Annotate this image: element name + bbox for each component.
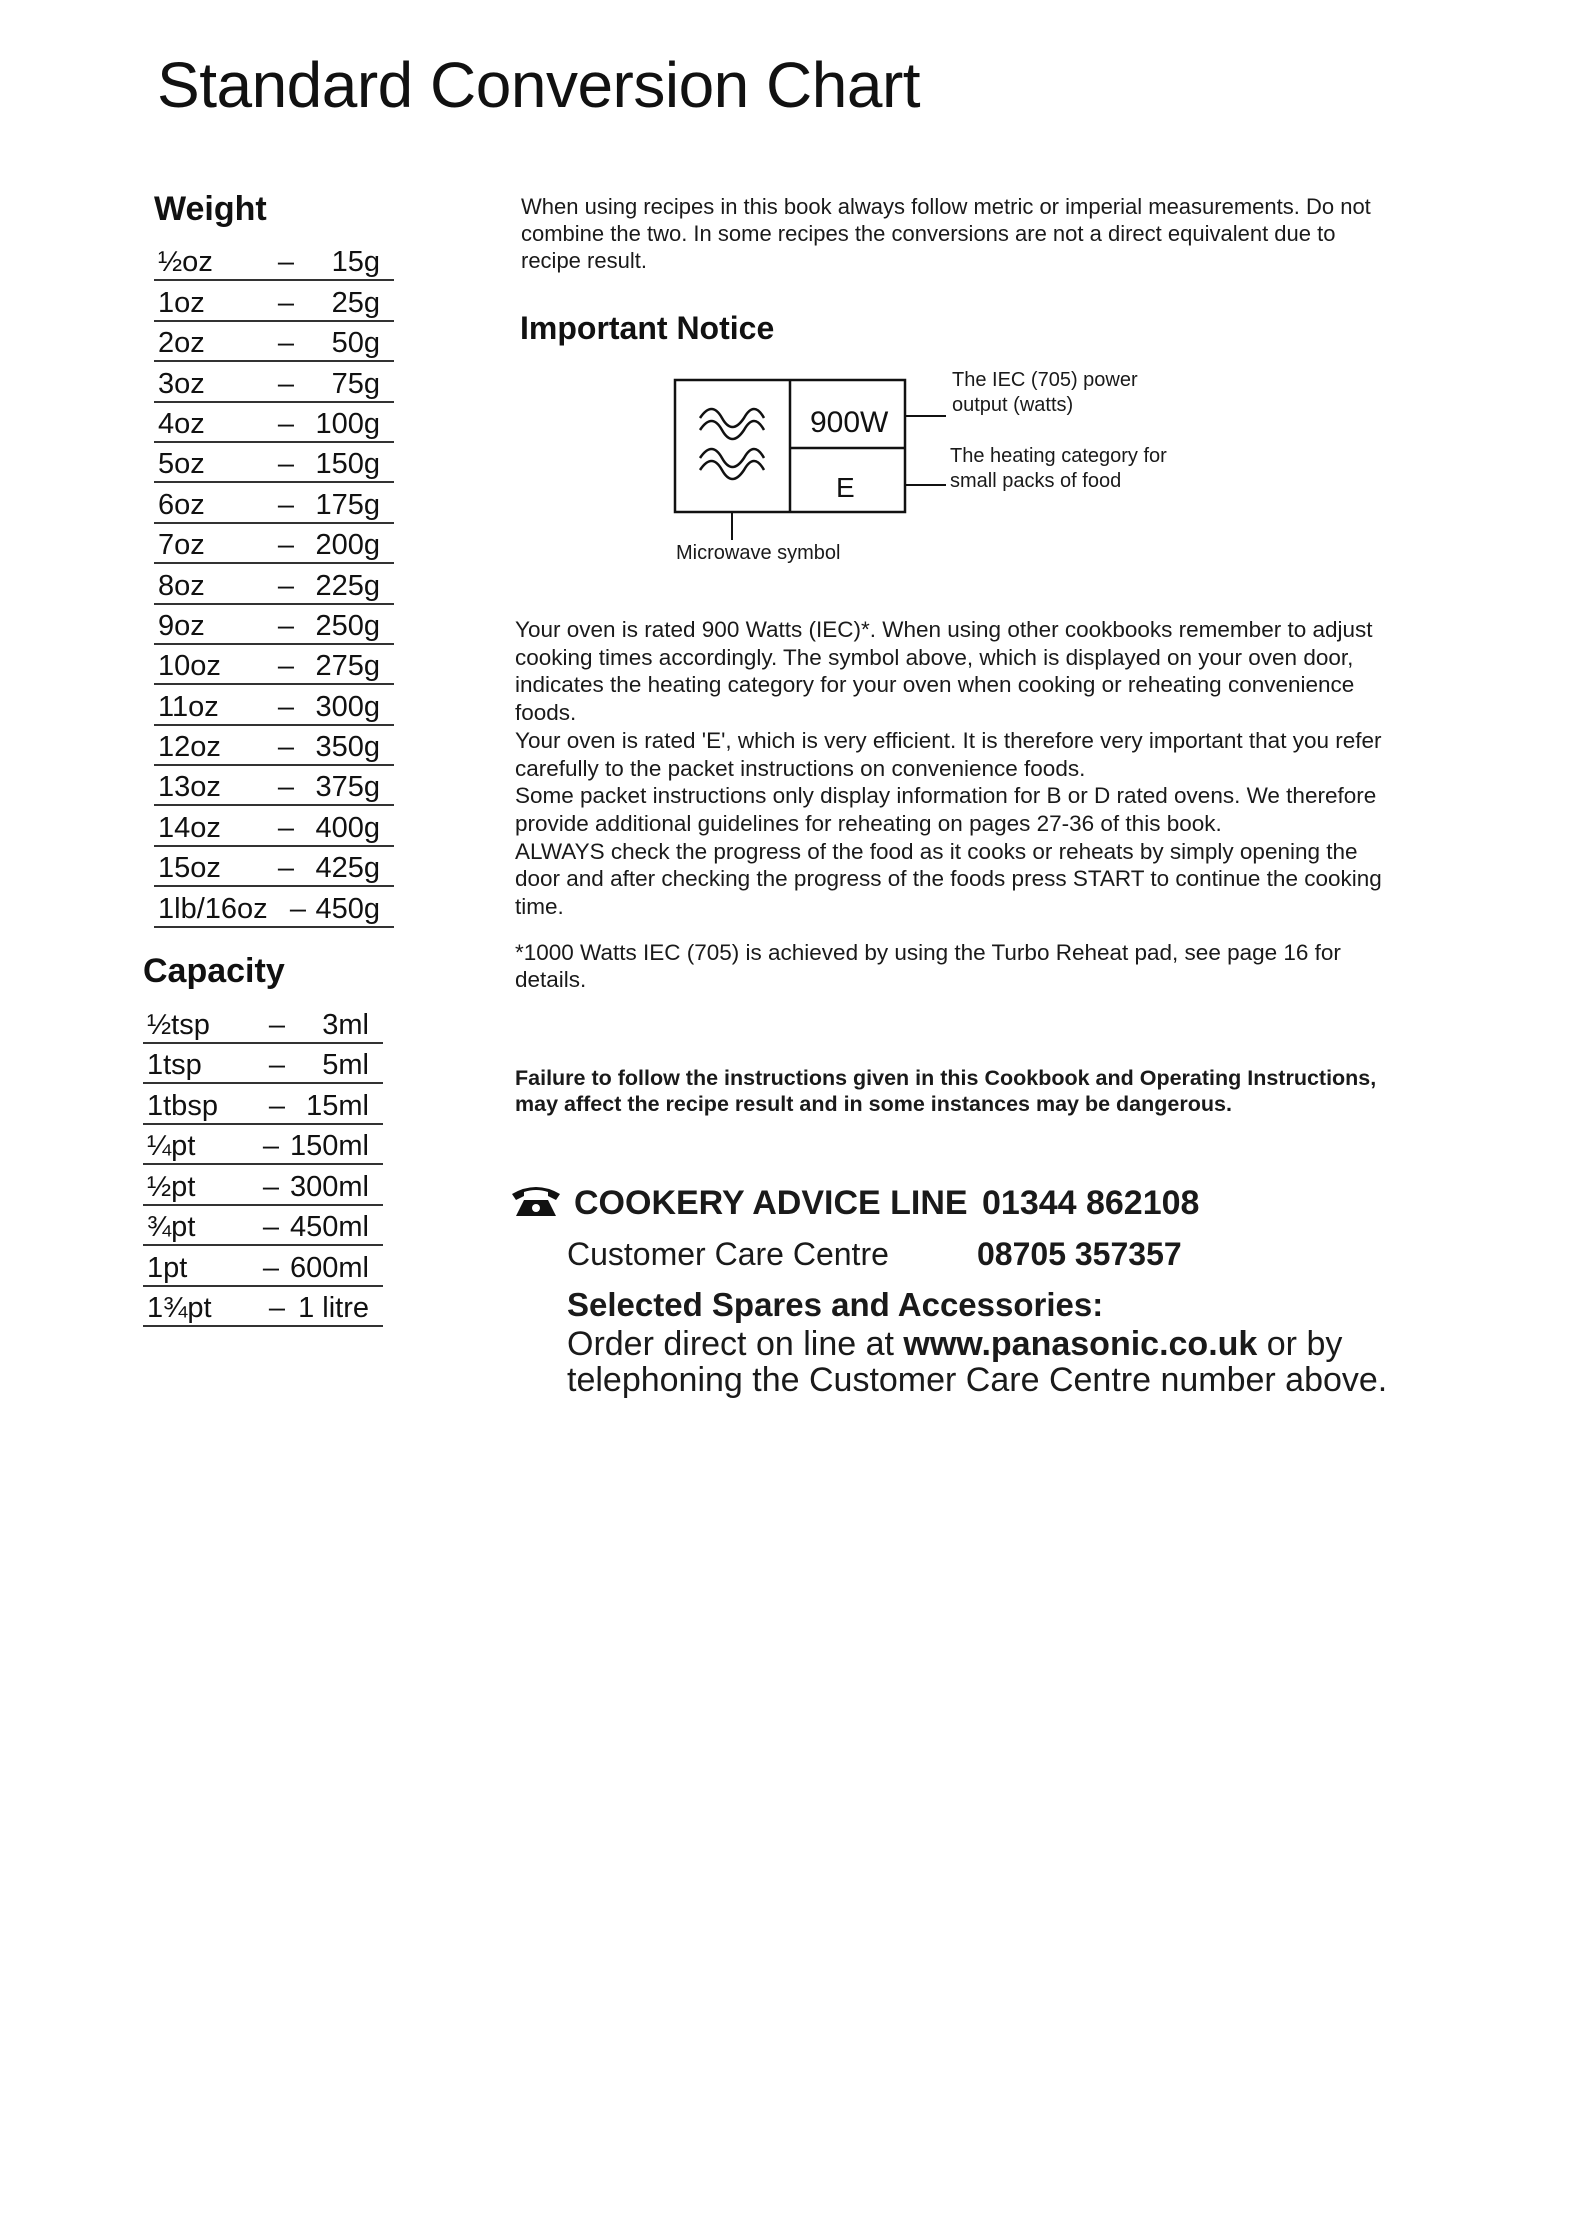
capacity-separator: –	[262, 1170, 279, 1203]
weight-row	[154, 362, 394, 402]
capacity-separator: –	[262, 1211, 279, 1243]
weight-metric-value: 75g	[331, 367, 380, 400]
paragraph-check-progress: ALWAYS check the progress of the food as it cooks or reheats by simply opening the door and after checking the progress of the foods press START to continue the cooking time.	[515, 838, 1382, 920]
capacity-metric-value: 15ml	[306, 1089, 369, 1122]
weight-metric-value: 375g	[315, 771, 380, 804]
weight-separator: –	[277, 811, 295, 844]
capacity-imperial-value: 1pt	[147, 1251, 188, 1284]
weight-table	[154, 190, 394, 928]
weight-metric-value: 275g	[315, 650, 380, 683]
heating-category-label: The heating category for small packs of food	[950, 445, 1167, 492]
weight-row	[154, 766, 394, 806]
weight-imperial-value: 8oz	[158, 569, 205, 602]
customer-care-centre	[567, 1236, 1447, 1273]
weight-separator: –	[289, 892, 307, 925]
capacity-row	[143, 1165, 383, 1206]
weight-row	[154, 847, 394, 887]
cookery-advice-line	[510, 1180, 1390, 1223]
capacity-row	[143, 1206, 383, 1247]
weight-separator: –	[277, 771, 295, 804]
weight-imperial-value: 12oz	[158, 731, 221, 764]
weight-imperial-value: ½oz	[158, 246, 213, 279]
weight-row	[154, 685, 394, 725]
weight-rows	[154, 241, 394, 928]
panasonic-website-link[interactable]: www.panasonic.co.uk	[903, 1325, 1258, 1363]
weight-imperial-value: 9oz	[158, 609, 205, 642]
weight-separator: –	[277, 448, 295, 481]
oven-rating-diagram	[660, 360, 1220, 575]
notice-paragraphs	[515, 616, 1385, 994]
capacity-metric-value: 450ml	[290, 1211, 369, 1243]
care-centre-label: Customer Care Centre	[567, 1236, 889, 1272]
weight-separator: –	[277, 246, 295, 279]
weight-separator: –	[277, 731, 295, 764]
weight-imperial-value: 4oz	[158, 407, 205, 440]
capacity-row	[143, 1246, 383, 1287]
capacity-metric-value: 3ml	[322, 1008, 369, 1041]
capacity-imperial-value: ½pt	[147, 1170, 196, 1203]
capacity-imperial-value: ¾pt	[147, 1211, 196, 1243]
weight-separator: –	[277, 529, 295, 562]
weight-imperial-value: 10oz	[158, 650, 221, 683]
weight-separator: –	[277, 650, 295, 683]
weight-separator: –	[277, 569, 295, 602]
weight-row	[154, 806, 394, 846]
capacity-imperial-value: ¼pt	[147, 1130, 196, 1162]
important-notice-heading: Important Notice	[520, 310, 775, 346]
capacity-separator: –	[262, 1251, 279, 1284]
weight-separator: –	[277, 852, 295, 885]
capacity-row	[143, 1125, 383, 1166]
paragraph-packet-instructions: Some packet instructions only display information for B or D rated ovens. We therefore provide additional guidelines for reheating on pages 27-36 of this book.	[515, 783, 1377, 836]
advice-line-number: 01344 862108	[982, 1184, 1200, 1222]
weight-metric-value: 350g	[315, 731, 380, 764]
weight-metric-value: 225g	[315, 569, 380, 602]
spares-text-after: or by telephoning the Customer Care Centre number above.	[567, 1325, 1388, 1399]
weight-metric-value: 150g	[315, 448, 380, 481]
category-value: E	[836, 472, 855, 503]
weight-metric-value: 250g	[315, 609, 380, 642]
weight-imperial-value: 14oz	[158, 811, 221, 844]
capacity-metric-value: 300ml	[290, 1170, 369, 1203]
power-output-label: The IEC (705) power output (watts)	[952, 369, 1138, 416]
capacity-metric-value: 600ml	[290, 1251, 369, 1284]
capacity-rows	[143, 1003, 383, 1327]
microwave-wave-icon	[700, 409, 764, 479]
capacity-metric-value: 150ml	[290, 1130, 369, 1162]
weight-metric-value: 15g	[331, 246, 380, 279]
weight-row	[154, 483, 394, 523]
capacity-table	[143, 952, 383, 1327]
capacity-imperial-value: 1tbsp	[147, 1089, 218, 1122]
weight-row	[154, 605, 394, 645]
capacity-imperial-value: 1tsp	[147, 1049, 202, 1081]
weight-separator: –	[277, 407, 295, 440]
weight-separator: –	[277, 690, 295, 723]
power-value: 900W	[810, 406, 889, 439]
microwave-symbol-label: Microwave symbol	[676, 542, 841, 564]
spares-heading: Selected Spares and Accessories:	[567, 1286, 1104, 1323]
weight-row	[154, 403, 394, 443]
weight-imperial-value: 1lb/16oz	[158, 892, 268, 925]
weight-row	[154, 322, 394, 362]
capacity-row	[143, 1003, 383, 1044]
weight-row	[154, 564, 394, 604]
weight-metric-value: 200g	[315, 529, 380, 562]
capacity-heading: Capacity	[143, 952, 285, 990]
weight-metric-value: 300g	[315, 690, 380, 723]
weight-imperial-value: 15oz	[158, 852, 221, 885]
weight-heading: Weight	[154, 190, 267, 228]
weight-row	[154, 524, 394, 564]
weight-row	[154, 726, 394, 766]
capacity-imperial-value: ½tsp	[147, 1008, 210, 1041]
weight-imperial-value: 2oz	[158, 327, 205, 360]
paragraph-efficiency: Your oven is rated 'E', which is very efficient. It is therefore very important that you refer carefully to the packet instructions on convenience foods.	[515, 727, 1382, 781]
footnote: *1000 Watts IEC (705) is achieved by using the Turbo Reheat pad, see page 16 for details.	[515, 939, 1341, 993]
advice-line-label: COOKERY ADVICE LINE	[574, 1184, 968, 1222]
capacity-separator: –	[262, 1130, 279, 1162]
weight-separator: –	[277, 286, 295, 319]
weight-imperial-value: 6oz	[158, 488, 205, 521]
weight-row	[154, 645, 394, 685]
capacity-separator: –	[268, 1089, 286, 1122]
capacity-metric-value: 1 litre	[298, 1292, 369, 1324]
weight-separator: –	[277, 609, 295, 642]
weight-row	[154, 281, 394, 321]
weight-separator: –	[277, 367, 295, 400]
paragraph-rating: Your oven is rated 900 Watts (IEC)*. When using other cookbooks remember to adjust cooking times accordingly. The symbol above, which is displayed on your oven door, indicates the heating category for your oven when cooking or reheating convenience foods.	[515, 617, 1373, 726]
weight-imperial-value: 11oz	[158, 690, 219, 723]
spares-text	[567, 1326, 1447, 1398]
weight-row	[154, 443, 394, 483]
weight-row	[154, 241, 394, 281]
weight-imperial-value: 7oz	[158, 529, 205, 562]
weight-separator: –	[277, 327, 295, 360]
weight-metric-value: 400g	[315, 811, 380, 844]
weight-metric-value: 450g	[315, 892, 380, 925]
capacity-metric-value: 5ml	[322, 1049, 369, 1081]
capacity-row	[143, 1287, 383, 1328]
weight-metric-value: 25g	[331, 286, 380, 319]
warning-text: Failure to follow the instructions given in this Cookbook and Operating Instructions, may affect the recipe result and in some instances may be dangerous.	[515, 1066, 1377, 1116]
capacity-separator: –	[268, 1292, 286, 1324]
weight-imperial-value: 5oz	[158, 448, 205, 481]
weight-imperial-value: 13oz	[158, 771, 221, 804]
capacity-separator: –	[268, 1008, 286, 1041]
care-centre-number: 08705 357357	[977, 1236, 1182, 1272]
weight-imperial-value: 3oz	[158, 367, 205, 400]
telephone-icon	[510, 1184, 562, 1218]
weight-imperial-value: 1oz	[158, 286, 205, 319]
weight-metric-value: 50g	[331, 327, 380, 360]
capacity-row	[143, 1084, 383, 1125]
spares-text-before: Order direct on line at	[567, 1325, 904, 1363]
weight-metric-value: 425g	[315, 852, 380, 885]
weight-row	[154, 887, 394, 927]
weight-separator: –	[277, 488, 295, 521]
intro-text: When using recipes in this book always follow metric or imperial measurements. Do not combine the two. In some recipes the conversions are not a direct equivalent due to recipe result.	[521, 194, 1371, 273]
capacity-separator: –	[268, 1049, 286, 1081]
capacity-imperial-value: 1¾pt	[147, 1292, 212, 1324]
weight-metric-value: 100g	[315, 407, 380, 440]
weight-metric-value: 175g	[315, 488, 380, 521]
page-title: Standard Conversion Chart	[157, 49, 921, 121]
capacity-row	[143, 1044, 383, 1085]
